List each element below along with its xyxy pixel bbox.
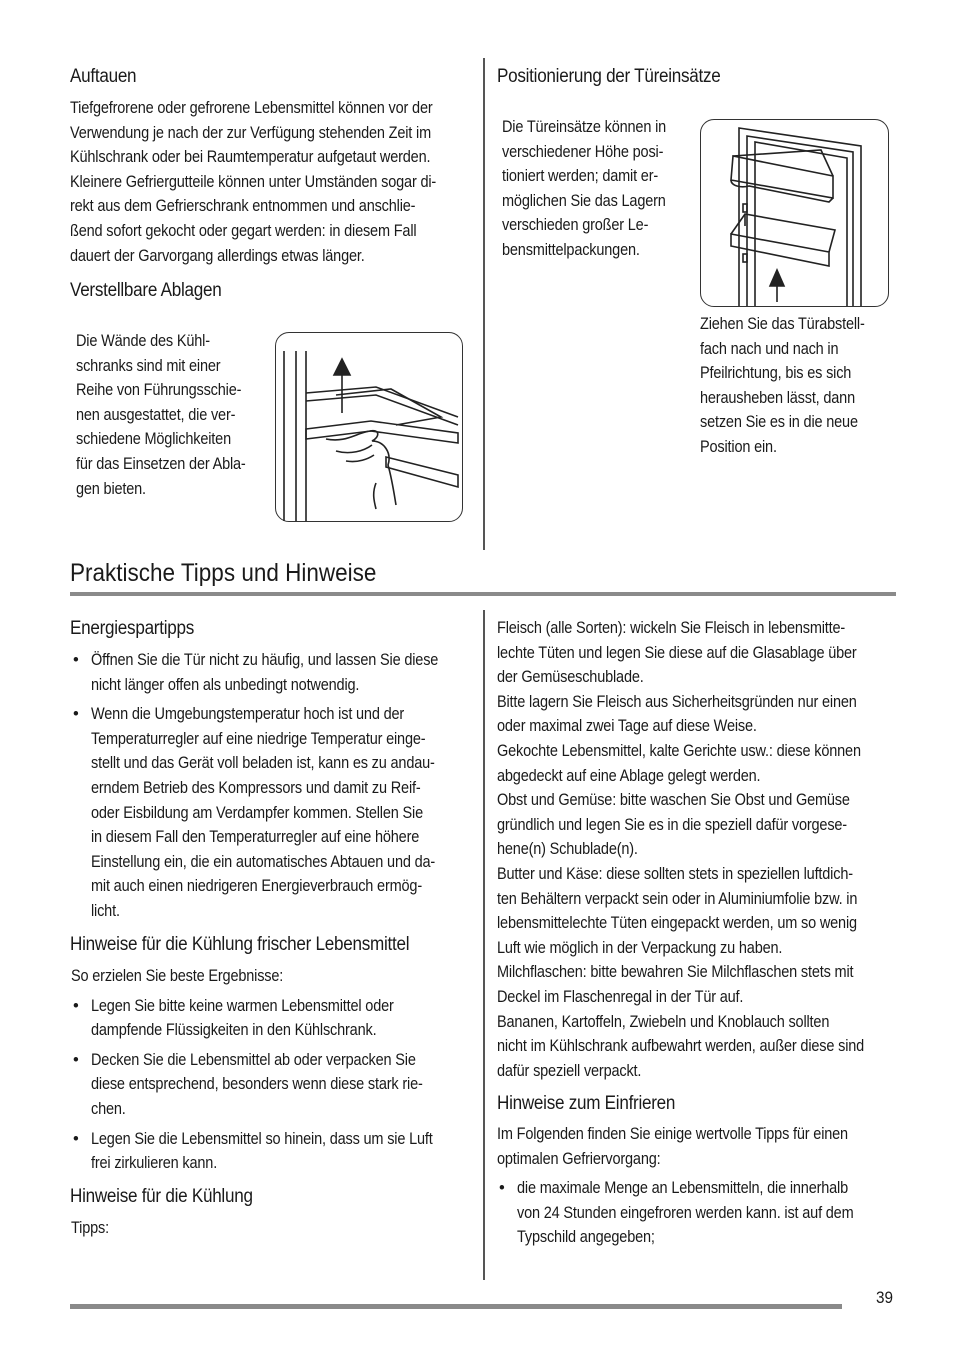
text-line: setzen Sie es in die neue: [700, 413, 858, 432]
text-line: Butter und Käse: diese sollten stets in speziellen luftdich-: [497, 864, 853, 883]
text-line: Milchflaschen: bitte bewahren Sie Milchflaschen stets mit: [497, 963, 854, 982]
text-line: Obst und Gemüse: bitte waschen Sie Obst und Gemüse: [497, 791, 850, 810]
text-line: dauert der Garvorgang allerdings etwas länger.: [70, 246, 365, 265]
bullet-icon: •: [73, 996, 79, 1015]
text-line: nicht im Kühlschrank aufbewahrt werden, außer diese sind: [497, 1037, 865, 1056]
text-line: für das Einsetzen der Abla-: [76, 454, 246, 473]
heading-verstellbare-ablagen: Verstellbare Ablagen: [70, 280, 222, 301]
bullet-icon: •: [73, 1050, 79, 1069]
bullet-icon: •: [73, 1129, 79, 1148]
text-line: Gekochte Lebensmittel, kalte Gerichte usw.: diese können: [497, 741, 861, 760]
text-line: Bitte lagern Sie Fleisch aus Sicherheitsgründen nur einen: [497, 692, 857, 711]
text-line: diese entsprechend, besonders wenn diese stark rie-: [91, 1075, 423, 1094]
text-line: dafür speziell verpackt.: [497, 1061, 642, 1080]
text-line: frei zirkulieren kann.: [91, 1154, 218, 1173]
heading-kuehlung: Hinweise für die Kühlung: [70, 1186, 253, 1207]
text-line: ßend sofort gekocht oder gegart werden: in diesem Fall: [70, 221, 417, 240]
text-line: nen ausgestattet, die ver-: [76, 405, 236, 424]
shelf-illustration: [275, 332, 463, 522]
text-line: gen bieten.: [76, 479, 146, 498]
text-line: von 24 Stunden eingefroren werden kann. ist auf dem: [517, 1203, 854, 1222]
storage-tips-paragraph: [497, 616, 897, 1083]
text-line: rekt aus dem Gefrierschrank entnommen und anschlie-: [70, 197, 416, 216]
text-line: abgedeckt auf eine Ablage gelegt werden.: [497, 766, 761, 785]
list-item: [71, 1127, 481, 1176]
text-line: Legen Sie bitte keine warmen Lebensmittel oder: [91, 996, 394, 1015]
text-line: Temperaturregler auf eine niedrige Temperatur einge-: [91, 729, 426, 748]
text-line: Im Folgenden finden Sie einige wertvolle Tipps für einen: [497, 1125, 848, 1143]
text-line: oder maximal zwei Tage auf diese Weise.: [497, 717, 757, 736]
door-insert-illustration: [700, 119, 889, 307]
text-line: optimalen Gefriervorgang:: [497, 1149, 661, 1168]
text-line: ten Behältern verpackt sein oder in Aluminiumfolie bzw. in: [497, 889, 858, 908]
heading-einfrieren: Hinweise zum Einfrieren: [497, 1093, 676, 1114]
text-line: der Gemüseschublade.: [497, 668, 644, 687]
text-line: Ziehen Sie das Türabstell-: [700, 315, 865, 333]
text-line: nicht länger offen als unbedingt notwendig.: [91, 675, 360, 694]
column-divider-bottom: [483, 610, 485, 1280]
bullet-icon: •: [73, 651, 79, 669]
text-line: Luft wie möglich in der Verpackung zu haben.: [497, 938, 783, 957]
text-line: in diesem Fall den Temperaturregler auf eine höhere: [91, 828, 420, 847]
text-line: Die Wände des Kühl-: [76, 332, 210, 350]
text-line: Decken Sie die Lebensmittel ab oder verpacken Sie: [91, 1050, 416, 1069]
footer-rule: [70, 1304, 842, 1309]
text-line: Wenn die Umgebungstemperatur hoch ist und der: [91, 705, 405, 724]
text-line: licht.: [91, 901, 120, 920]
door-insert-drawing-icon: [701, 120, 888, 306]
text-line: fach nach und nach in: [700, 339, 839, 358]
list-item: [71, 1048, 481, 1122]
text-line: Kleinere Gefriergutteile können unter Umständen sogar di-: [70, 172, 437, 191]
heading-frische-lebensmittel: Hinweise für die Kühlung frischer Lebensmittel: [70, 934, 410, 955]
text-line: Position ein.: [700, 437, 777, 456]
text-line: schiedene Möglichkeiten: [76, 430, 231, 449]
bullet-icon: •: [499, 1179, 505, 1198]
list-item: [71, 994, 481, 1043]
text-line: Pfeilrichtung, bis es sich: [700, 364, 852, 383]
tuereinsaetze-caption: [700, 312, 890, 460]
heading-tuereinsaetze: Positionierung der Türeinsätze: [497, 66, 721, 87]
text-line: lechte Tüten und legen Sie diese auf die Glasablage über: [497, 643, 857, 662]
text-line: Deckel im Flaschenregal in der Tür auf.: [497, 987, 744, 1006]
einfrieren-section: [497, 1122, 897, 1250]
text-line: Einstellung ein, die ein automatisches Abtauen und da-: [91, 852, 436, 871]
text-line: Fleisch (alle Sorten): wickeln Sie Fleisch in lebensmitte-: [497, 619, 846, 637]
text-line: verschieden großer Le-: [502, 216, 649, 235]
text-line: hene(n) Schublade(n).: [497, 840, 638, 859]
text-line: Bananen, Kartoffeln, Zwiebeln und Knoblauch sollten: [497, 1012, 830, 1031]
text-line: Öffnen Sie die Tür nicht zu häufig, und lassen Sie diese: [91, 651, 439, 669]
text-line: Kühlschrank oder bei Raumtemperatur aufgetaut werden.: [70, 148, 431, 167]
heading-energiespartipps: Energiespartipps: [70, 618, 195, 639]
text-line: dampfende Flüssigkeiten in den Kühlschrank.: [91, 1021, 377, 1040]
text-line: die maximale Menge an Lebensmitteln, die innerhalb: [517, 1179, 849, 1198]
list-item: [71, 648, 481, 697]
energie-list: [71, 648, 481, 924]
ablagen-paragraph: [76, 329, 266, 501]
text-line: Tiefgefrorene oder gefrorene Lebensmittel können vor der: [70, 99, 433, 117]
page-number: 39: [876, 1288, 894, 1307]
kuehlung-intro: [71, 1216, 114, 1241]
text-line: herausheben lässt, dann: [700, 388, 855, 407]
text-line: möglichen Sie das Lagern: [502, 191, 666, 210]
text-line: tioniert werden; damit er-: [502, 167, 659, 186]
text-line: bensmittelpackungen.: [502, 240, 640, 259]
text-line: Reihe von Führungsschie-: [76, 381, 242, 400]
text-line: Typschild angegeben;: [517, 1228, 655, 1247]
section-title: Praktische Tipps und Hinweise: [70, 559, 377, 587]
column-divider-top: [483, 58, 485, 550]
auftauen-paragraph: [70, 96, 470, 268]
text-line: schranks sind mit einer: [76, 356, 221, 375]
text-line: Tipps:: [71, 1219, 109, 1237]
text-line: chen.: [91, 1099, 126, 1118]
text-line: erndem Betrieb des Kompressors und damit zu Reif-: [91, 778, 421, 797]
text-line: Die Türeinsätze können in: [502, 118, 667, 136]
text-line: oder Eisbildung am Verdampfer kommen. Stellen Sie: [91, 803, 423, 822]
text-line: Legen Sie die Lebensmittel so hinein, dass um sie Luft: [91, 1129, 433, 1148]
frisch-list: [71, 964, 481, 1176]
shelf-drawing-icon: [276, 333, 462, 521]
text-line: gründlich und legen Sie es in die speziell dafür vorgese-: [497, 815, 847, 834]
text-line: verschiedener Höhe posi-: [502, 142, 664, 161]
text-line: stellt und das Gerät voll beladen ist, kann es zu andau-: [91, 754, 435, 773]
heading-auftauen: Auftauen: [70, 66, 137, 87]
list-item: [497, 1176, 897, 1250]
text-line: Verwendung je nach der zur Verfügung stehenden Zeit im: [70, 123, 432, 142]
text-line: mit auch einen niedrigeren Energieverbrauch ermög-: [91, 877, 423, 896]
text-line: So erzielen Sie beste Ergebnisse:: [71, 967, 284, 985]
tuereinsaetze-paragraph: [502, 115, 692, 263]
bullet-icon: •: [73, 705, 79, 724]
list-item: [71, 702, 481, 923]
section-rule: [70, 592, 896, 596]
text-line: lebensmittelechte Tüten eingepackt werden, um so wenig: [497, 914, 857, 933]
